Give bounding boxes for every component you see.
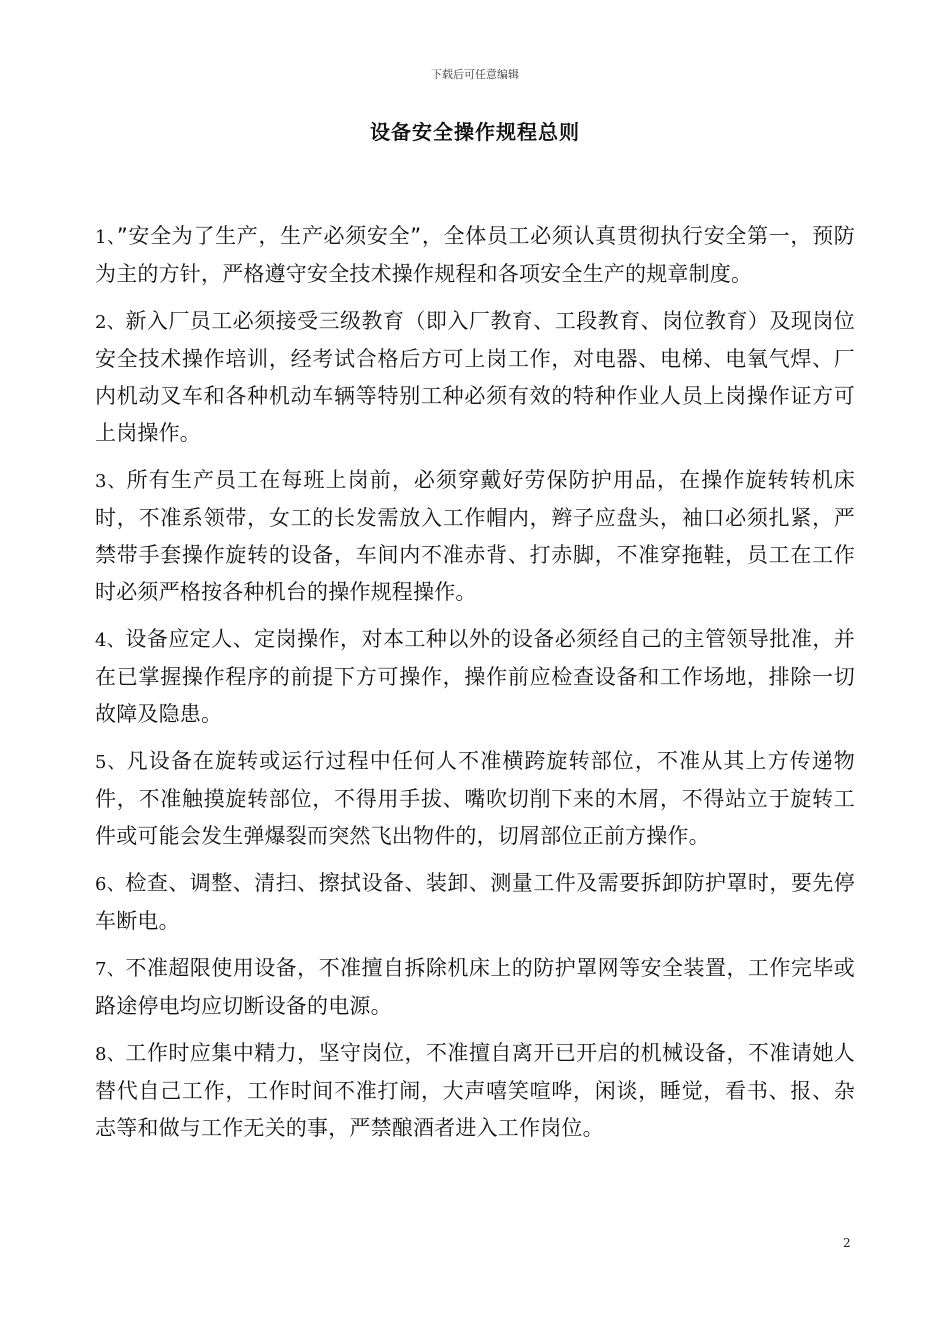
clause-number: 5、	[95, 752, 127, 773]
clause-text: 所有生产员工在每班上岗前，必须穿戴好劳保防护用品，在操作旋转转机床时，不准系领带，女工的长发需放入工作帽内，辫子应盘头，袖口必须扎紧，严禁带手套操作旋转的设备，车间内不准赤背、打赤脚，不准穿拖鞋，员工在工作时必须严格按各种机台的操作规程操作。	[95, 468, 855, 604]
clause-text: 检查、调整、清扫、擦拭设备、装卸、测量工件及需要拆卸防护罩时，要先停车断电。	[95, 871, 855, 933]
clause-text: 不准超限使用设备，不准擅自拆除机床上的防护罩网等安全装置，工作完毕或路途停电均应切断设备的电源。	[95, 956, 855, 1018]
clause-number: 4、	[95, 630, 126, 651]
document-title: 设备安全操作规程总则	[370, 120, 580, 144]
clause-6	[95, 865, 855, 940]
clause-text: 新入厂员工必须接受三级教育（即入厂教育、工段教育、岗位教育）及现岗位安全技术操作培训，经考试合格后方可上岗工作，对电器、电梯、电氧气焊、厂内机动叉车和各种机动车辆等特别工种必须有效的特种作业人员上岗操作证方可上岗操作。	[95, 309, 855, 445]
clause-number: 8、	[95, 1044, 126, 1065]
clause-text: 设备应定人、定岗操作，对本工种以外的设备必须经自己的主管领导批准，并在已掌握操作程序的前提下方可操作，操作前应检查设备和工作场地，排除一切故障及隐患。	[95, 627, 855, 726]
clause-5	[95, 743, 855, 855]
clause-3	[95, 462, 855, 611]
page-header-note: 下载后可任意编辑	[431, 68, 519, 81]
clause-8	[95, 1035, 855, 1147]
clause-number: 6、	[95, 874, 126, 895]
clause-text: 凡设备在旋转或运行过程中任何人不准横跨旋转部位，不准从其上方传递物件，不准触摸旋转部位，不得用手拔、嘴吹切削下来的木屑，不得站立于旋转工件或可能会发生弹爆裂而突然飞出物件的，切屑部位正前方操作。	[95, 749, 855, 848]
clause-number: 2、	[95, 312, 126, 333]
clause-text: ”安全为了生产，生产必须安全”，全体员工必须认真贯彻执行安全第一，预防为主的方针，严格遵守安全技术操作规程和各项安全生产的规章制度。	[95, 224, 855, 286]
clause-number: 7、	[95, 959, 126, 980]
clause-text: 工作时应集中精力，坚守岗位，不准擅自离开已开启的机械设备，不准请她人替代自己工作，工作时间不准打闹，大声嘻笑喧哗，闲谈，睡觉，看书、报、杂志等和做与工作无关的事，严禁酿酒者进入工作岗位。	[95, 1041, 855, 1140]
clause-list	[95, 218, 855, 1157]
clause-2	[95, 303, 855, 452]
clause-number: 3、	[95, 471, 127, 492]
clause-number: 1、	[95, 227, 117, 248]
clause-7	[95, 950, 855, 1025]
clause-1	[95, 218, 855, 293]
clause-4	[95, 621, 855, 733]
page-number: 2	[843, 1236, 851, 1250]
